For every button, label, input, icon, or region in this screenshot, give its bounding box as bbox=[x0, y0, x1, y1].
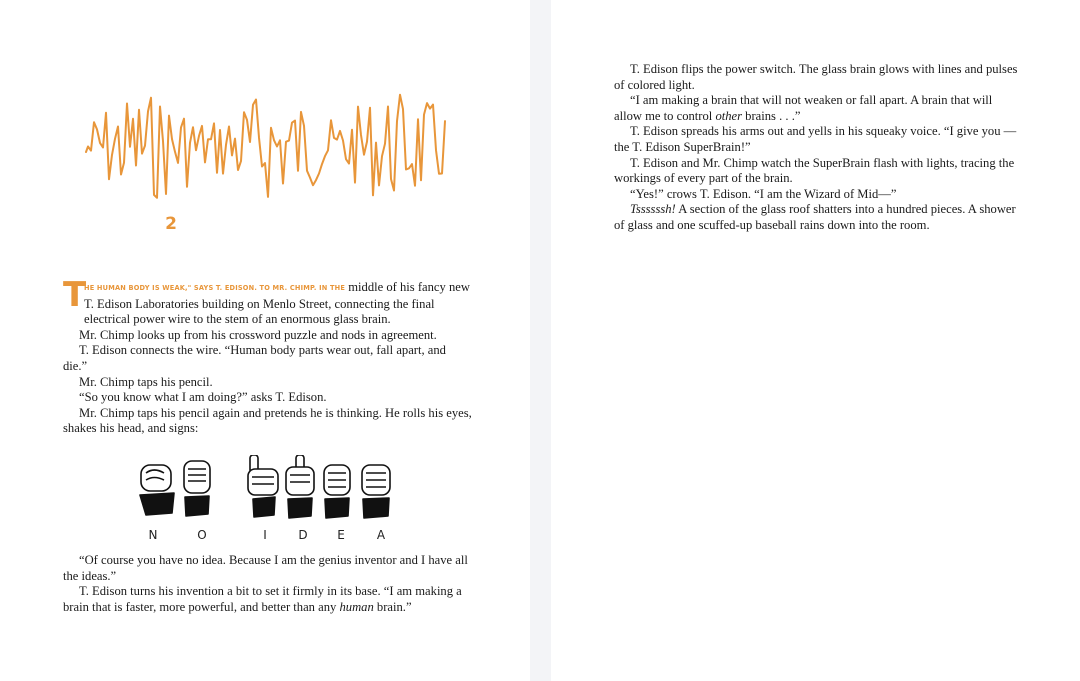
text-run: brain.” bbox=[373, 599, 412, 614]
opening-smallcaps: HE HUMAN BODY IS WEAK," SAYS T. EDISON. TO MR. CHIMP. IN THE bbox=[84, 284, 346, 292]
sign-letter: N bbox=[148, 528, 158, 542]
paragraph: “Yes!” crows T. Edison. “I am the Wizard of Mid—” bbox=[630, 186, 897, 201]
text-run: “I am making a brain that will not weaken or fall apart. A brain that will allow me to control bbox=[614, 93, 993, 123]
paragraph bbox=[63, 584, 473, 615]
chapter-number: 2 bbox=[165, 214, 177, 234]
sign-hand-a bbox=[362, 465, 390, 518]
emphasis: human bbox=[339, 599, 374, 614]
right-page-text bbox=[614, 62, 1018, 234]
sign-letter: I bbox=[263, 528, 267, 542]
paragraph: Mr. Chimp taps his pencil. bbox=[79, 374, 213, 389]
paragraph bbox=[614, 93, 1018, 124]
left-page bbox=[0, 0, 530, 681]
text-run: T. Edison turns his invention a bit to set it firmly in its base. “I am making a brain that is faster, more powerful, and better than any bbox=[63, 584, 462, 614]
paragraph: T. Edison and Mr. Chimp watch the SuperBrain flash with lights, tracing the workings of every part of the brain. bbox=[614, 155, 1015, 186]
paragraph: Mr. Chimp taps his pencil again and pretends he is thinking. He rolls his eyes, shakes his head, and signs: bbox=[63, 405, 472, 436]
opening-first-line: middle of his fancy new T. Edison Laboratories building on Menlo Street, connecting the final electrical power wire to the stem of an enormous glass brain. bbox=[84, 280, 470, 327]
brainwave-illustration bbox=[84, 72, 450, 212]
opening-paragraph bbox=[63, 275, 473, 328]
paragraph bbox=[614, 202, 1018, 233]
paragraph: T. Edison spreads his arms out and yells in his squeaky voice. “I give you —the T. Edison SuperBrain!” bbox=[614, 124, 1017, 154]
paragraph: “So you know what I am doing?” asks T. Edison. bbox=[79, 390, 327, 405]
sign-hand-n bbox=[140, 465, 174, 515]
paragraph: Mr. Chimp looks up from his crossword puzzle and nods in agreement. bbox=[79, 327, 437, 342]
opening-text bbox=[63, 275, 473, 437]
emphasis: other bbox=[715, 108, 743, 123]
page-gutter bbox=[530, 0, 551, 681]
sign-letter: A bbox=[376, 528, 386, 542]
sign-hand-e bbox=[324, 465, 350, 518]
sign-hand-o bbox=[184, 461, 210, 516]
paragraph: “Of course you have no idea. Because I am the genius inventor and I have all the ideas.” bbox=[63, 553, 468, 583]
text-run: A section of the glass roof shatters into a hundred pieces. A shower of glass and one scuffed-up baseball rains down into the room. bbox=[614, 202, 1016, 232]
paragraph: T. Edison flips the power switch. The glass brain glows with lines and pulses of colored light. bbox=[614, 62, 1018, 92]
paragraph: T. Edison connects the wire. “Human body parts wear out, fall apart, and die.” bbox=[63, 343, 446, 373]
sign-letter: D bbox=[298, 528, 308, 542]
text-run: brains . . .” bbox=[742, 108, 801, 123]
closing-text bbox=[63, 553, 473, 615]
sign-hand-d bbox=[286, 455, 314, 518]
emphasis: Tssssssh! bbox=[630, 202, 676, 217]
sign-language-hands bbox=[138, 455, 398, 521]
sign-hand-i bbox=[248, 455, 278, 517]
drop-cap: T bbox=[63, 275, 87, 315]
sign-letter: O bbox=[197, 528, 207, 542]
sign-letter: E bbox=[337, 528, 345, 542]
